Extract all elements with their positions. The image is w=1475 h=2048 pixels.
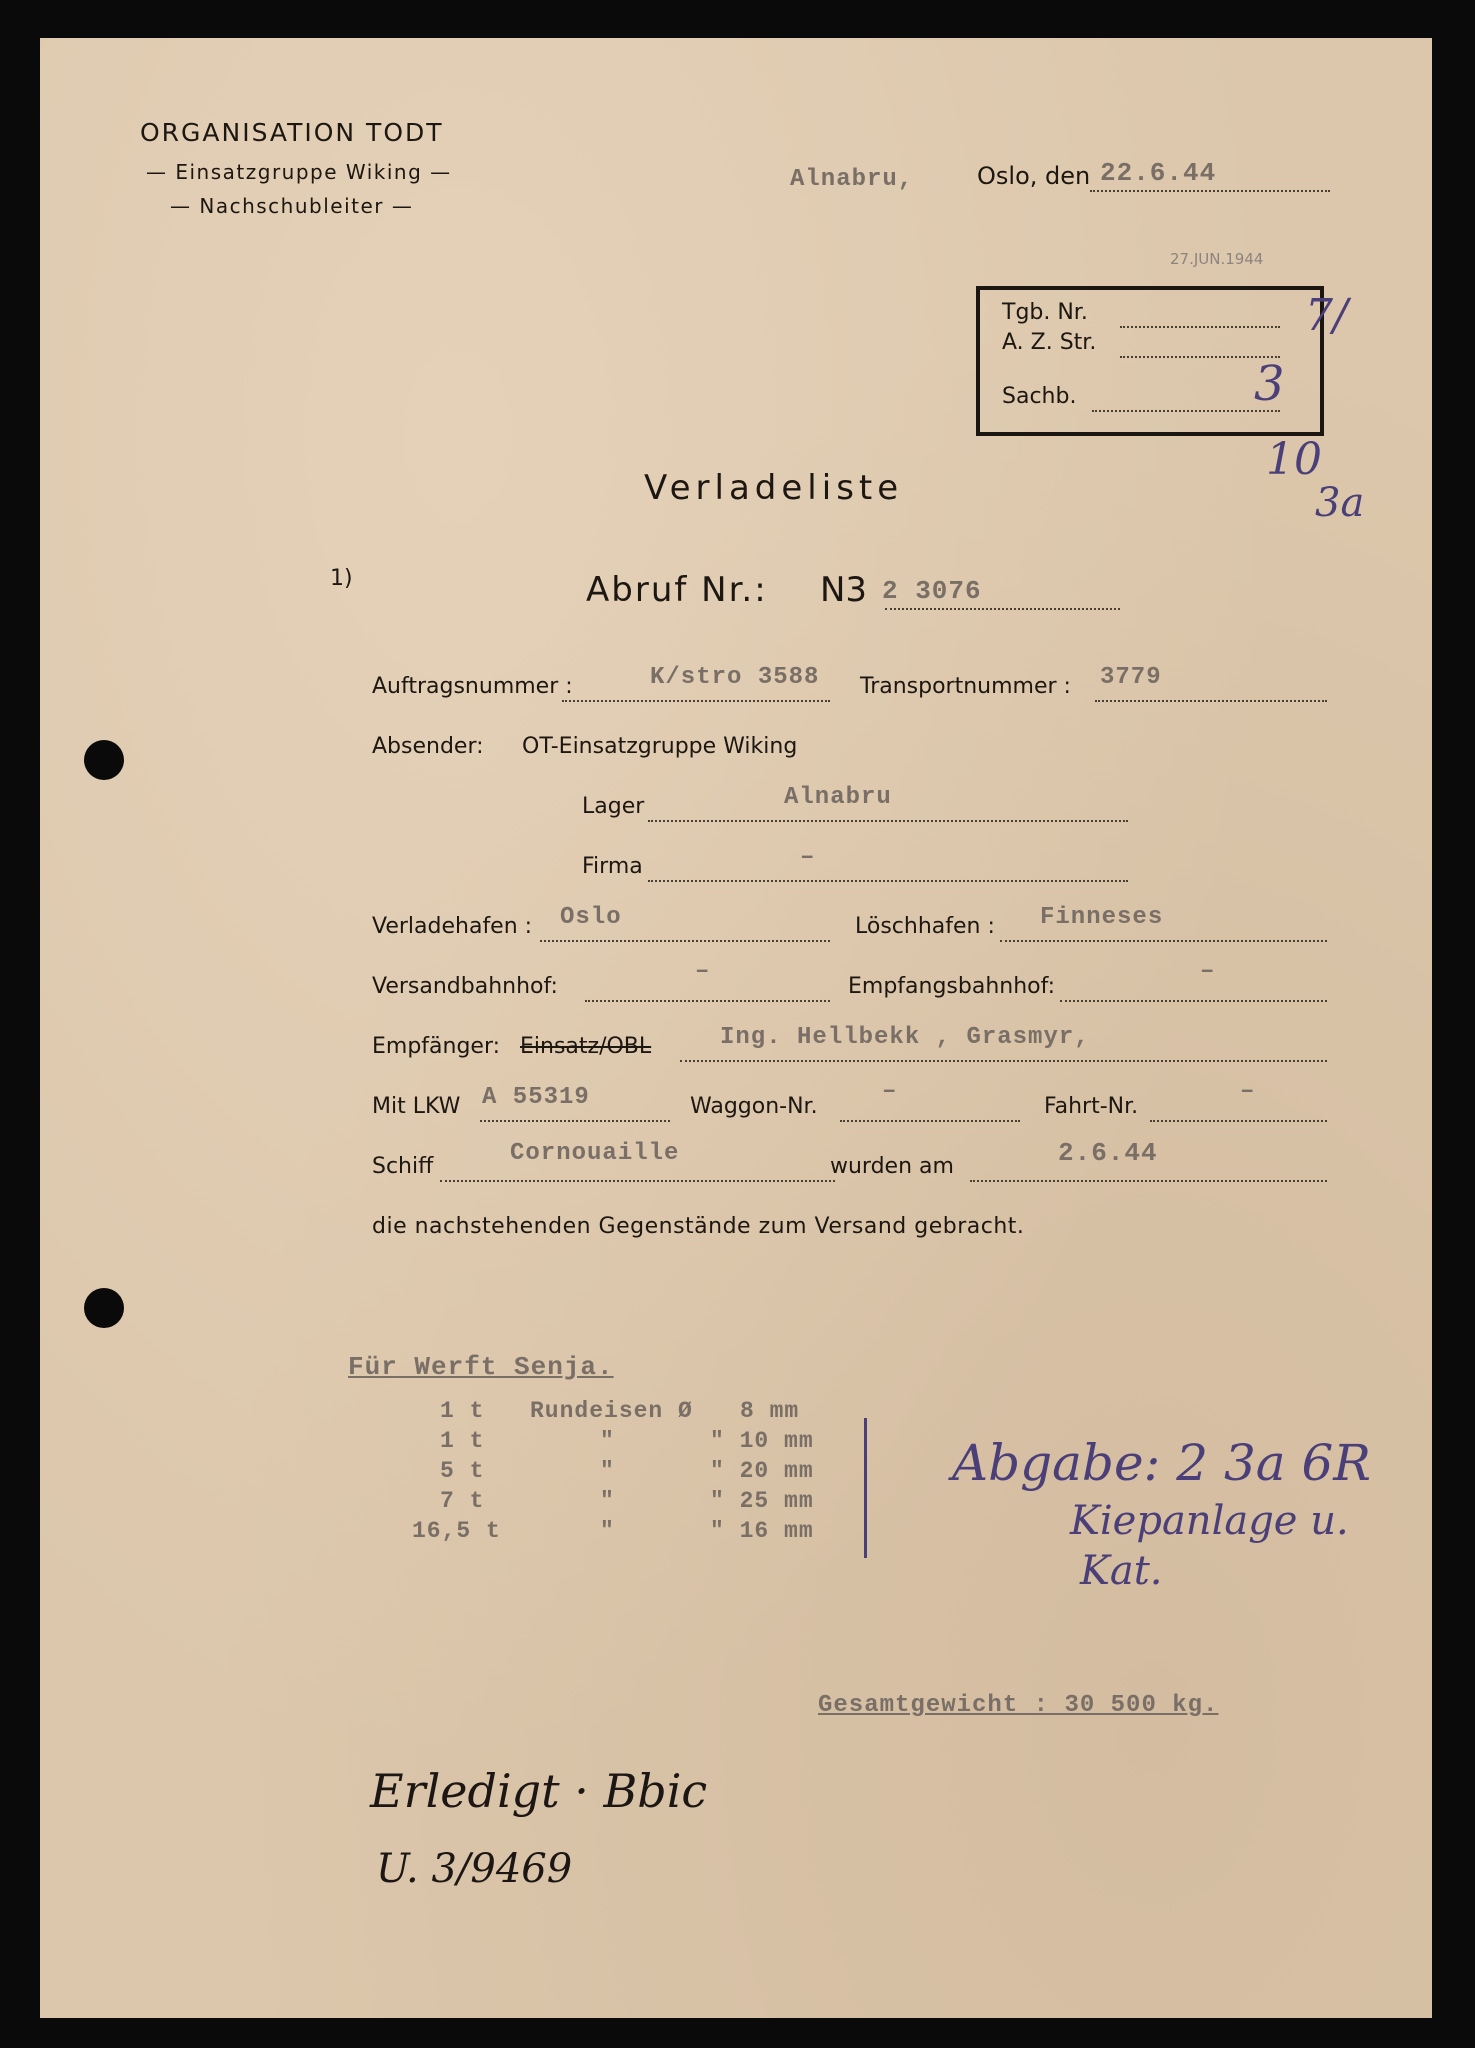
lkw-value: A 55319: [482, 1084, 590, 1111]
wurden-label: wurden am: [830, 1154, 954, 1179]
absender-label: Absender:: [372, 734, 484, 759]
document-title: Verladeliste: [644, 468, 904, 508]
abruf-line: [885, 608, 1120, 610]
item-qty: 7 t: [440, 1488, 485, 1514]
item-qty: 5 t: [440, 1458, 485, 1484]
item-desc: Rundeisen Ø: [530, 1398, 693, 1424]
waggon-label: Waggon-Nr.: [690, 1094, 818, 1119]
org-subtitle-1: — Einsatzgruppe Wiking —: [146, 160, 452, 184]
firma-line: [648, 880, 1128, 882]
schiff-line: [440, 1180, 835, 1182]
abruf-value: 2 3076: [882, 576, 982, 606]
item-number: 1): [330, 566, 353, 591]
margin-note-1: 7/: [1305, 290, 1348, 341]
handwritten-note-line-1: Abgabe: 2 3a 6R: [952, 1434, 1371, 1492]
item-size: " 10 mm: [710, 1428, 814, 1454]
item-qty: 1 t: [440, 1428, 485, 1454]
wurden-value: 2.6.44: [1058, 1138, 1158, 1168]
empfangsbahnhof-line: [1060, 1000, 1327, 1002]
versandbahnhof-value: –: [695, 958, 711, 985]
margin-note-4: 3a: [1315, 480, 1365, 526]
margin-note-3: 10: [1266, 434, 1322, 485]
item-size: " 16 mm: [710, 1518, 814, 1544]
transportnummer-line: [1095, 700, 1327, 702]
document-page: [40, 38, 1432, 2018]
wurden-line: [970, 1180, 1327, 1182]
item-desc: ": [600, 1518, 615, 1544]
item-qty: 16,5 t: [412, 1518, 501, 1544]
received-stamp: 27.JUN.1944: [1170, 250, 1264, 268]
punch-hole-bottom: [84, 1288, 124, 1328]
lkw-line: [480, 1120, 670, 1122]
date-line: [1090, 190, 1330, 192]
org-title: ORGANISATION TODT: [140, 118, 444, 147]
schiff-value: Cornouaille: [510, 1140, 680, 1167]
punch-hole-top: [84, 740, 124, 780]
transportnummer-label: Transportnummer :: [860, 674, 1071, 699]
bottom-note-line-1: Erledigt · Bbic: [370, 1764, 708, 1818]
bottom-note-line-2: U. 3/9469: [376, 1846, 573, 1892]
total-weight: Gesamtgewicht : 30 500 kg.: [818, 1692, 1219, 1719]
sachb-label: Sachb.: [1002, 384, 1077, 409]
sachb-line: [1092, 410, 1280, 412]
schiff-label: Schiff: [372, 1154, 434, 1179]
item-desc: ": [600, 1458, 615, 1484]
absender-value: OT-Einsatzgruppe Wiking: [522, 734, 798, 759]
verladehafen-line: [540, 940, 830, 942]
verladehafen-label: Verladehafen :: [372, 914, 533, 939]
item-size: " 20 mm: [710, 1458, 814, 1484]
versandbahnhof-label: Versandbahnhof:: [372, 974, 558, 999]
date-value: 22.6.44: [1100, 158, 1217, 188]
org-subtitle-2: — Nachschubleiter —: [170, 194, 414, 218]
auftragsnummer-value: K/stro 3588: [650, 664, 820, 691]
place-typed: Alnabru,: [790, 166, 914, 193]
versandbahnhof-line: [585, 1000, 830, 1002]
empfaenger-value: Ing. Hellbekk , Grasmyr,: [720, 1024, 1090, 1051]
az-label: A. Z. Str.: [1002, 330, 1097, 355]
fahrt-value: –: [1240, 1078, 1256, 1105]
lager-label: Lager: [582, 794, 645, 819]
lager-value: Alnabru: [784, 784, 892, 811]
fahrt-label: Fahrt-Nr.: [1044, 1094, 1139, 1119]
handwritten-note-line-2: Kiepanlage u.: [1070, 1498, 1349, 1544]
handwritten-note-line-3: Kat.: [1080, 1548, 1163, 1594]
loeschhafen-value: Finneses: [1040, 904, 1164, 931]
empfangsbahnhof-value: –: [1200, 958, 1216, 985]
empfangsbahnhof-label: Empfangsbahnhof:: [848, 974, 1056, 999]
item-size: 8 mm: [740, 1398, 800, 1424]
item-desc: ": [600, 1488, 615, 1514]
margin-note-2: 3: [1254, 356, 1285, 412]
closing-statement: die nachstehenden Gegenstände zum Versand gebracht.: [372, 1214, 1025, 1239]
abruf-prefix: N3: [820, 570, 868, 610]
items-heading: Für Werft Senja.: [348, 1352, 614, 1382]
empfaenger-printed: Einsatz/OBL: [520, 1034, 652, 1059]
tgb-label: Tgb. Nr.: [1002, 300, 1088, 325]
lager-line: [648, 820, 1128, 822]
transportnummer-value: 3779: [1100, 664, 1162, 691]
place-printed: Oslo, den: [977, 162, 1091, 190]
item-size: " 25 mm: [710, 1488, 814, 1514]
lkw-label: Mit LKW: [372, 1094, 461, 1119]
verladehafen-value: Oslo: [560, 904, 622, 931]
loeschhafen-line: [1000, 940, 1327, 942]
fahrt-line: [1150, 1120, 1327, 1122]
empfaenger-label: Empfänger:: [372, 1034, 501, 1059]
auftragsnummer-line: [562, 700, 830, 702]
auftragsnummer-label: Auftragsnummer :: [372, 674, 573, 699]
tgb-line: [1120, 326, 1280, 328]
waggon-line: [840, 1120, 1020, 1122]
loeschhafen-label: Löschhafen :: [855, 914, 995, 939]
item-qty: 1 t: [440, 1398, 485, 1424]
annotation-divider: [864, 1418, 867, 1558]
waggon-value: –: [882, 1078, 898, 1105]
item-desc: ": [600, 1428, 615, 1454]
firma-value: –: [800, 844, 816, 871]
abruf-label: Abruf Nr.:: [586, 570, 768, 610]
empfaenger-line: [680, 1060, 1327, 1062]
firma-label: Firma: [582, 854, 643, 879]
